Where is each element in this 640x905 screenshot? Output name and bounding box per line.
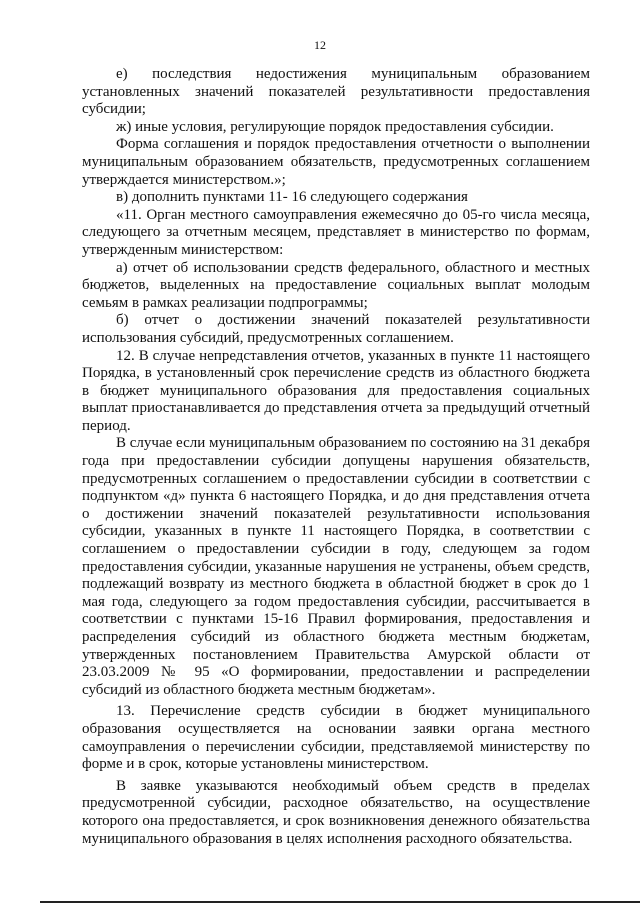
- paragraph-13: 13. Перечисление средств субсидии в бюджет муниципального образования осуществляется на основании заявки органа местного самоуправления о перечислении субсидии, представляемой министерству по форме и в срок, которые установлены министерством.: [82, 703, 590, 773]
- paragraph-12-violations: В случае если муниципальным образованием по состоянию на 31 декабря года при предоставлении субсидии допущены нарушения обязательств, предусмотренных соглашением о предоставлении субсидии в соответствии с подпунктом «д» пункта 6 настоящего Порядка, и до дня представления отчета о достижении значений показателей результативности использования субсидии, указанных в пункте 11 настоящего Порядка, в соответствии с соглашением о предоставлении субсидии в году, следующем за годом предоставления субсидии, указанные нарушения не устранены, объем средств, подлежащий возврату из местного бюджета в областной бюджет в срок до 1 мая года, следующего за годом предоставления субсидии, рассчитывается в соответствии с пунктами 15-16 Правил формирования, предоставления и распределения субсидий из областного бюджета местным бюджетам, утвержденных постановлением Правительства Амурской области от 23.03.2009 № 95 «О формировании, предоставлении и распределении субсидий из областного бюджета местным бюджетам».: [82, 435, 590, 698]
- paragraph-11-a: а) отчет об использовании средств федерального, областного и местных бюджетов, выделенных на предоставление социальных выплат молодым семьям в рамках реализации подпрограммы;: [82, 259, 590, 311]
- paragraph-13-application: В заявке указываются необходимый объем средств в пределах предусмотренной субсидии, расходное обязательство, на осуществление которого она предоставляется, и срок возникновения денежного обязательства муниципального образования в целях исполнения расходного обязательства.: [82, 777, 590, 847]
- paragraph-e: е) последствия недостижения муниципальным образованием установленных значений показателей результативности предоставления субсидии;: [82, 66, 590, 118]
- paragraph-zh: ж) иные условия, регулирующие порядок предоставления субсидии.: [116, 118, 554, 135]
- paragraph-v-amendment: в) дополнить пунктами 11- 16 следующего содержания: [116, 189, 468, 206]
- page-number: 12: [314, 38, 326, 52]
- paragraph-11: «11. Орган местного самоуправления ежемесячно до 05-го числа месяца, следующего за отчетным месяцем, представляет в министерство по формам, утвержденным министерством:: [82, 206, 590, 258]
- paragraph-11-b: б) отчет о достижении значений показателей результативности использования субсидий, предусмотренных соглашением.: [82, 312, 590, 346]
- paragraph-12: 12. В случае непредставления отчетов, указанных в пункте 11 настоящего Порядка, в установленный срок перечисление средств из областного бюджета в бюджет муниципального образования для предоставления социальных выплат приостанавливается до представления отчета за предыдущий отчетный период.: [82, 347, 590, 434]
- document-body: [82, 66, 590, 848]
- paragraph-agreement-form: Форма соглашения и порядок предоставления отчетности о выполнении муниципальным образованием обязательств, предусмотренных соглашением утверждается министерством.»;: [82, 136, 590, 188]
- scan-edge-line: [40, 901, 640, 903]
